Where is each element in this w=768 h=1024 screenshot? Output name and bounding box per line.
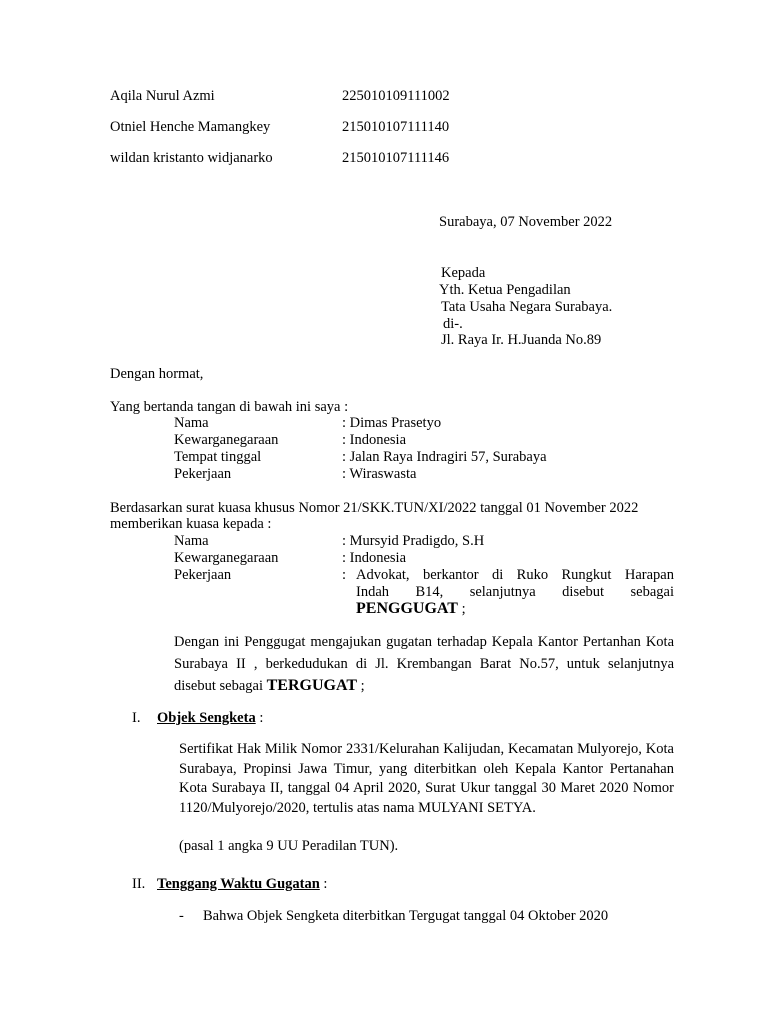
section-2-item: Bahwa Objek Sengketa diterbitkan Tergugat tanggal 04 Oktober 2020 — [203, 908, 609, 924]
attorney-job-colon: : — [342, 567, 347, 583]
tergugat-suffix: ; — [357, 678, 365, 694]
plaintiff-residence-value: : Jalan Raya Indragiri 57, Surabaya — [342, 449, 547, 465]
plaintiff-residence-label: Tempat tinggal — [174, 449, 262, 465]
recipient-line-4: di-. — [443, 316, 463, 332]
section-1-body: Sertifikat Hak Milik Nomor 2331/Kelurahan Kalijudan, Kecamatan Mulyorejo, Kota Surabaya, Propinsi Jawa Timur, yang diterbitkan oleh Kepala Kantor Pertanahan Kota Surabaya II, tanggal 04 April 2020, Surat Ukur tanggal 30 Maret 2020 Nomor 1120/Mulyorejo/2020, tertulis atas nama MULYANI SETYA. — [179, 741, 674, 816]
recipient-line-2: Yth. Ketua Pengadilan — [439, 282, 571, 298]
claim-paragraph — [174, 632, 674, 698]
attorney-job-line-2: Indah B14, selanjutnya disebut sebagai — [356, 584, 674, 600]
student-nim-3: 215010107111146 — [342, 150, 450, 166]
section-2-title: Tenggang Waktu Gugatan — [157, 876, 320, 892]
section-1-numeral: I. — [132, 710, 141, 726]
section-1-colon: : — [255, 710, 264, 726]
plaintiff-nationality-label: Kewarganegaraan — [174, 432, 279, 448]
penggugat-suffix: ; — [457, 601, 466, 617]
penggugat-term: PENGGUGAT — [356, 600, 458, 617]
attorney-job-label: Pekerjaan — [174, 567, 232, 583]
section-2-bullet: - — [179, 908, 184, 924]
place-date: Surabaya, 07 November 2022 — [439, 214, 613, 230]
student-nim-1: 225010109111002 — [342, 88, 450, 104]
recipient-line-3: Tata Usaha Negara Surabaya. — [441, 299, 613, 315]
section-2-colon: : — [319, 876, 328, 892]
plaintiff-job-value: : Wiraswasta — [342, 466, 417, 482]
attorney-nationality-value: : Indonesia — [342, 550, 407, 566]
plaintiff-nationality-value: : Indonesia — [342, 432, 407, 448]
student-name-3: wildan kristanto widjanarko — [110, 150, 273, 166]
poa-line-1: Berdasarkan surat kuasa khusus Nomor 21/SKK.TUN/XI/2022 tanggal 01 November 2022 — [110, 500, 639, 516]
section-1-title: Objek Sengketa — [157, 710, 256, 726]
plaintiff-job-label: Pekerjaan — [174, 466, 232, 482]
student-name-1: Aqila Nurul Azmi — [110, 88, 215, 104]
poa-line-2: memberikan kuasa kepada : — [110, 516, 272, 532]
attorney-nationality-label: Kewarganegaraan — [174, 550, 279, 566]
section-1-note: (pasal 1 angka 9 UU Peradilan TUN). — [179, 838, 399, 854]
attorney-job-line-3 — [356, 600, 466, 618]
recipient-line-5: Jl. Raya Ir. H.Juanda No.89 — [441, 332, 602, 348]
student-nim-2: 215010107111140 — [342, 119, 450, 135]
section-1-heading — [157, 710, 263, 727]
tergugat-term: TERGUGAT — [266, 677, 358, 694]
attorney-name-value: : Mursyid Pradigdo, S.H — [342, 533, 485, 549]
salutation: Dengan hormat, — [110, 366, 204, 382]
attorney-job-line-1: Advokat, berkantor di Ruko Rungkut Harapan — [356, 567, 674, 583]
student-name-2: Otniel Henche Mamangkey — [110, 119, 271, 135]
intro-line: Yang bertanda tangan di bawah ini saya : — [110, 399, 349, 415]
attorney-name-label: Nama — [174, 533, 209, 549]
recipient-line-1: Kepada — [441, 265, 486, 281]
section-2-heading — [157, 876, 327, 893]
section-2-numeral: II. — [132, 876, 146, 892]
plaintiff-name-value: : Dimas Prasetyo — [342, 415, 442, 431]
claim-text: Dengan ini Penggugat mengajukan gugatan terhadap Kepala Kantor Pertanhan Kota Surabaya II , berkedudukan di Jl. Krembangan Barat No.57, untuk selanjutnya disebut sebagai — [174, 634, 674, 694]
plaintiff-name-label: Nama — [174, 415, 209, 431]
